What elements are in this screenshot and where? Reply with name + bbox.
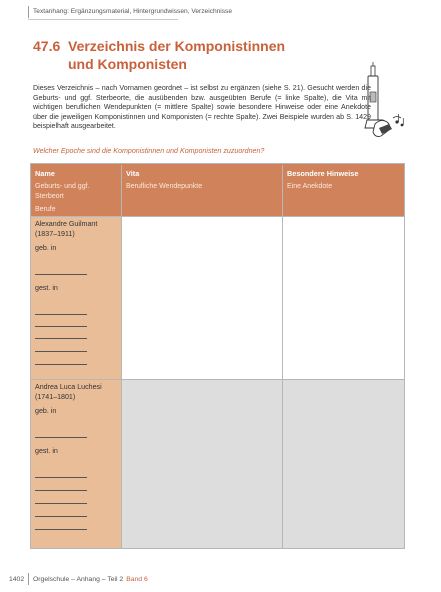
fill-in-line [35,314,87,315]
row-2-born-label: geb. in [35,407,57,415]
running-title: Textanhang: Ergänzungsmaterial, Hintergrundwissen, Verzeichnisse [33,8,233,15]
row-2-composer-name: Andrea Luca Luchesi [35,383,102,391]
row-divider [31,216,404,217]
row-divider [31,164,404,165]
fill-in-line [35,529,87,530]
header-hinweise-sub: Eine Anekdote [287,183,333,190]
row-2-composer-dates: (1741–1801) [35,393,76,401]
header-rule [28,6,29,18]
fill-in-line [35,516,87,517]
fill-in-line [35,338,87,339]
row-divider [31,379,404,380]
row-1-born-label: geb. in [35,244,57,252]
fill-in-line [35,437,87,438]
fill-in-line [35,477,87,478]
column-divider [121,164,122,548]
row-2-died-label: gest. in [35,447,58,455]
row-1-composer-dates: (1837–1911) [35,230,75,238]
page-number: 1402 [9,576,25,583]
fill-in-line [35,326,87,327]
chapter-number: 47.6 [33,38,61,54]
row-2-vita-hinweise-cells [122,380,404,548]
chapter-title-line1: Verzeichnis der Komponistinnen [68,38,286,54]
header-name-sub-birthplace: Geburts- und ggf. Sterbeort [35,183,90,200]
footer-rule [28,573,29,585]
row-1-composer-name: Alexandre Guilmant [35,220,98,228]
header-hinweise: Besondere Hinweise [287,169,359,178]
fill-in-line [35,503,87,504]
fill-in-line [35,490,87,491]
column-divider [282,164,283,548]
header-name-sub-professions: Berufe [35,206,56,213]
fill-in-line [35,274,87,275]
fill-in-line [35,364,87,365]
footer-series-title: Orgelschule – Anhang – Teil 2 [33,576,124,583]
chapter-title [33,37,333,73]
fill-in-line [35,351,87,352]
header-name: Name [35,169,55,178]
row-1-died-label: gest. in [35,284,58,292]
footer-volume: Band 6 [126,576,148,583]
question-text: Welcher Epoche sind die Komponistinnen und Komponisten zuzuordnen? [33,147,265,155]
chapter-title-line2: und Komponisten [68,56,187,72]
intro-paragraph: Dieses Verzeichnis – nach Vornamen geordnet – ist selbst zu ergänzen (siehe S. 21). Gesucht werden die Geburts- und ggf. Sterbeorte, die ausübenden bzw. ausgeübten Berufe (= linke Spalte), die Vita mit wichtigen beruflichen Wendepunkten (= mittlere Spalte) sowie besondere Hinweise oder eine Anekdote über die jeweiligen Komponistinnen und Komponisten (= rechte Spalte). Zwei Beispiele wurden ab S. 1429 beispielhaft ausgearbeitet. [33,84,371,131]
footer-series [33,576,148,583]
header-divider [28,19,178,20]
header-vita-sub: Berufliche Wendepunkte [126,183,203,190]
composer-table [30,163,405,549]
header-vita: Vita [126,169,140,178]
